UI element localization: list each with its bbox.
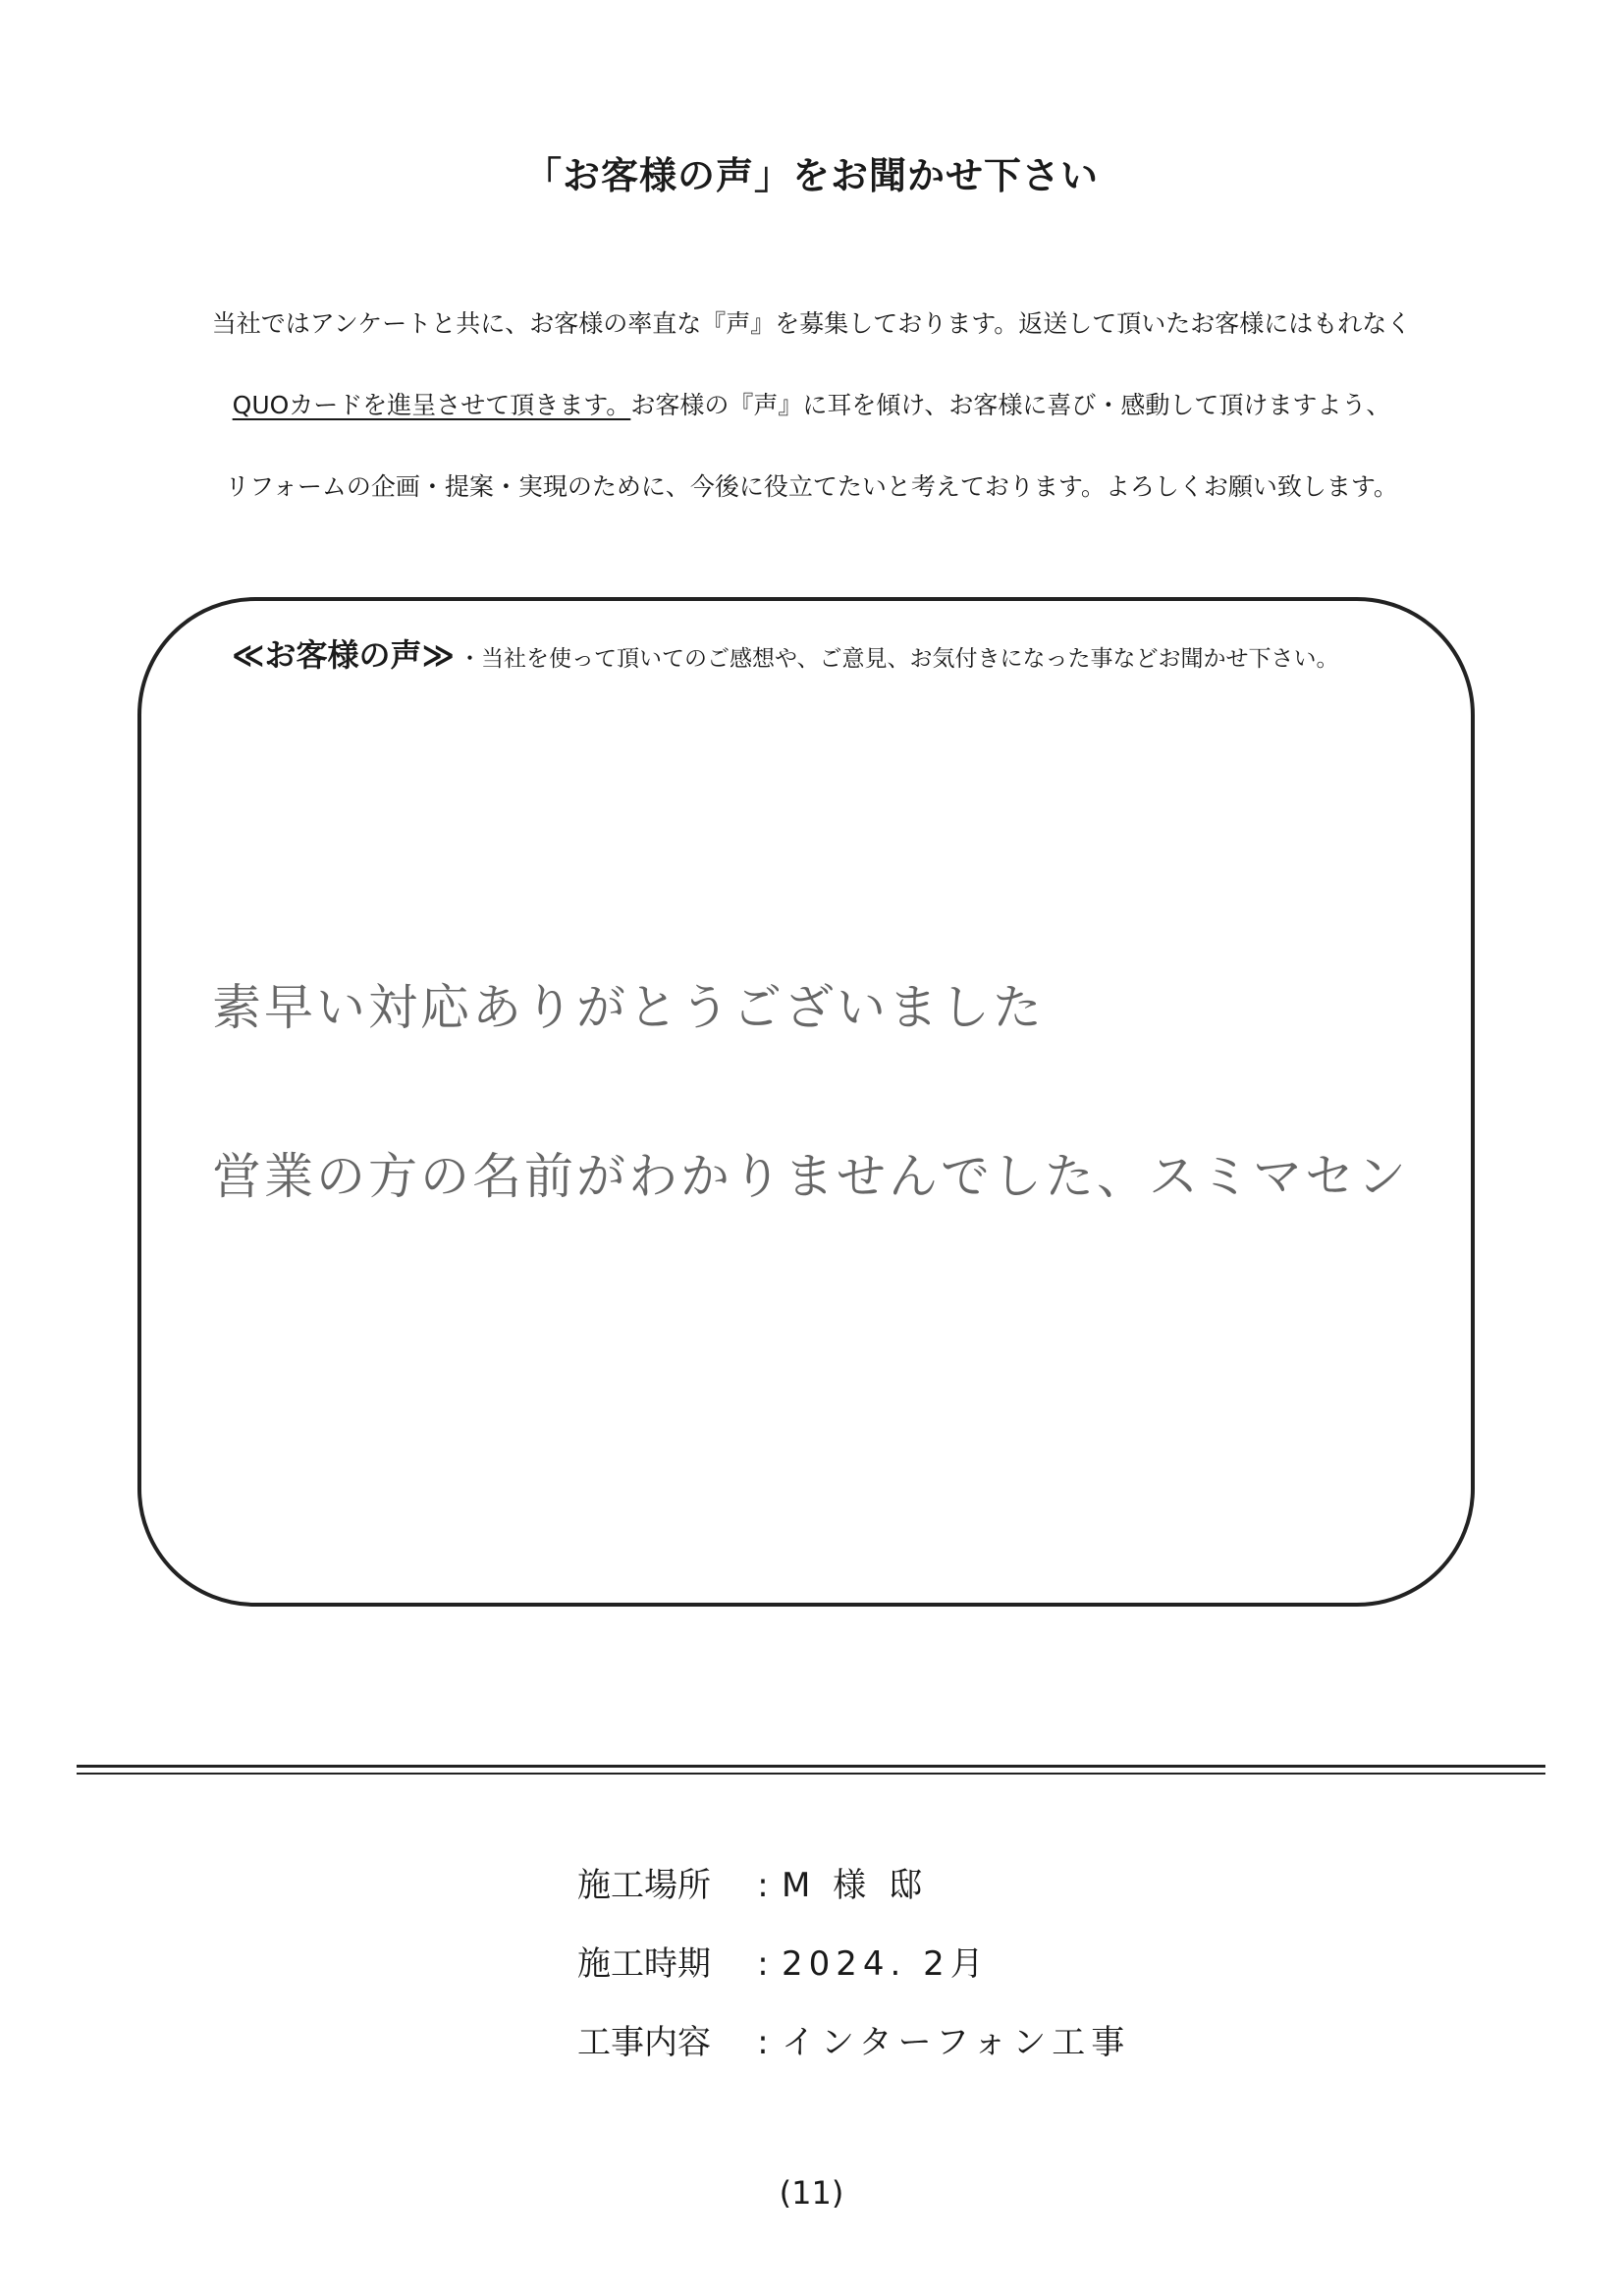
divider-line-bottom [77, 1773, 1545, 1775]
info-row-work-content [577, 2003, 1130, 2082]
info-key: 施工時期 [577, 1944, 711, 1984]
info-separator: : [757, 2023, 769, 2062]
intro-line-2 [118, 364, 1505, 446]
customer-voice-box [137, 597, 1475, 1607]
customer-comment-line-2: 営業の方の名前がわかりませんでした、スミマセン [212, 1148, 1409, 1205]
intro-line-3: リフォームの企画・提案・実現のために、今後に役立てたいと考えております。よろしくお願い致します。 [225, 472, 1398, 501]
intro-line-2-rest: お客様の『声』に耳を傾け、お客様に喜び・感動して頂けますよう、 [630, 391, 1391, 419]
info-row-period [577, 1925, 1130, 2003]
page-title: 「お客様の声」をお聞かせ下さい [523, 154, 1099, 197]
customer-comment-line-1: 素早い対応ありがとうございました [212, 979, 1045, 1036]
voice-header [232, 630, 1339, 676]
voice-label: ≪お客様の声≫ [232, 636, 456, 674]
info-key: 施工場所 [577, 1866, 711, 1905]
info-separator: : [757, 1944, 769, 1984]
divider-line-top [77, 1765, 1545, 1768]
info-row-location [577, 1846, 1130, 1925]
info-value: インターフォン工事 [782, 2023, 1131, 2062]
info-separator: : [757, 1866, 769, 1905]
info-value: 2024. 2月 [782, 1944, 990, 1984]
intro-line-1: 当社ではアンケートと共に、お客様の率直な『声』を募集しております。返送して頂いたお客様にはもれなく [211, 309, 1412, 338]
intro-text [118, 283, 1505, 527]
info-value: M 様 邸 [782, 1866, 928, 1905]
info-key: 工事内容 [577, 2023, 711, 2062]
voice-prompt: ・当社を使って頂いてのご感想や、ご意見、お気付きになった事などお聞かせ下さい。 [459, 646, 1339, 672]
quo-card-notice: QUOカードを進呈させて頂きます。 [232, 391, 631, 419]
construction-info [577, 1846, 1130, 2082]
page-number: (11) [779, 2174, 844, 2212]
